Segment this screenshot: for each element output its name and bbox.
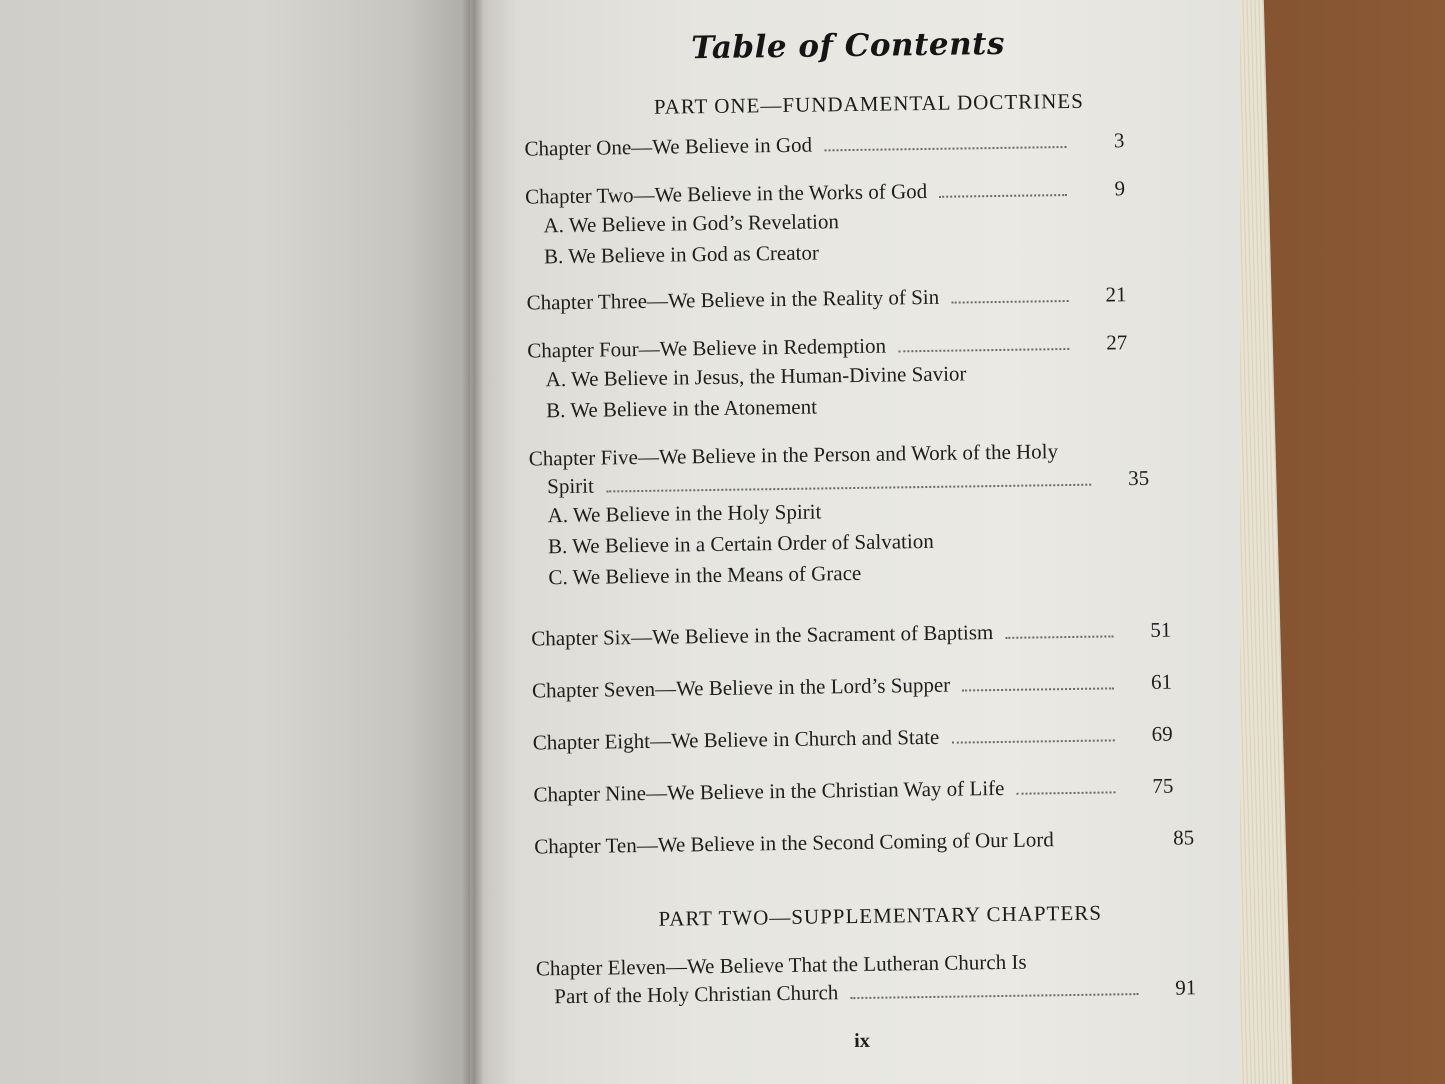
toc-entry-chapter-8 bbox=[533, 720, 1173, 757]
page-number: 21 bbox=[1105, 282, 1127, 307]
chapter-title: Chapter Two—We Believe in the Works of God bbox=[524, 178, 928, 209]
part-two-heading: PART TWO—SUPPLEMENTARY CHAPTERS bbox=[658, 900, 1103, 931]
page-number: 69 bbox=[1151, 721, 1173, 746]
dot-leader bbox=[850, 993, 1138, 999]
subsection: B. We Believe in a Certain Order of Salvation bbox=[547, 528, 934, 559]
dot-leader bbox=[939, 194, 1067, 198]
dot-leader bbox=[824, 146, 1066, 151]
chapter-title: Chapter One—We Believe in God bbox=[524, 132, 813, 161]
chapter-title: Chapter Seven—We Believe in the Lord’s Supper bbox=[531, 672, 951, 703]
page-number: 61 bbox=[1150, 669, 1173, 694]
subsection: C. We Believe in the Means of Grace bbox=[548, 560, 862, 590]
page-number: 51 bbox=[1150, 617, 1172, 642]
page-number: 27 bbox=[1106, 330, 1128, 355]
subsection: A. We Believe in Jesus, the Human-Divine Savior bbox=[545, 361, 967, 392]
dot-leader bbox=[1060, 843, 1148, 846]
page-folio: ix bbox=[854, 1029, 870, 1053]
chapter-title: Chapter Eleven—We Believe That the Lutheran Church Is bbox=[535, 949, 1027, 981]
chapter-title-continuation: Spirit bbox=[547, 473, 595, 499]
chapter-title: Chapter Three—We Believe in the Reality of Sin bbox=[526, 284, 940, 315]
chapter-title: Chapter Eight—We Believe in Church and State bbox=[532, 724, 940, 755]
right-page bbox=[470, 0, 1240, 1084]
dot-leader bbox=[951, 300, 1068, 304]
subsection: B. We Believe in God as Creator bbox=[543, 240, 820, 269]
part-one-heading: PART ONE—FUNDAMENTAL DOCTRINES bbox=[653, 88, 1085, 119]
toc-entry-chapter-9 bbox=[533, 772, 1173, 809]
toc-entry-chapter-5 bbox=[529, 436, 1151, 594]
dot-leader bbox=[606, 484, 1091, 493]
dot-leader bbox=[1005, 635, 1113, 639]
dot-leader bbox=[898, 348, 1069, 352]
toc-entry-chapter-4 bbox=[527, 328, 1128, 426]
subsection: A. We Believe in God’s Revelation bbox=[543, 209, 840, 238]
chapter-title: Chapter Four—We Believe in Redemption bbox=[527, 333, 887, 363]
left-blank-page bbox=[0, 0, 478, 1084]
toc-entry-chapter-2 bbox=[525, 174, 1126, 272]
page-number: 91 bbox=[1175, 975, 1197, 1000]
chapter-title: Chapter Nine—We Believe in the Christian Way of Life bbox=[533, 775, 1005, 807]
page-number: 75 bbox=[1152, 773, 1174, 798]
page-number: 9 bbox=[1114, 176, 1126, 201]
toc-entry-chapter-6 bbox=[531, 616, 1171, 653]
toc-title: Table of Contents bbox=[690, 25, 1006, 67]
chapter-title: Chapter Five—We Believe in the Person and Work of the Holy bbox=[528, 439, 1059, 471]
dot-leader bbox=[962, 687, 1114, 691]
subsection: B. We Believe in the Atonement bbox=[545, 394, 818, 423]
chapter-title: Chapter Ten—We Believe in the Second Coming of Our Lord bbox=[534, 827, 1054, 859]
toc-entry-chapter-3 bbox=[526, 280, 1126, 316]
chapter-title: Chapter Six—We Believe in the Sacrament of Baptism bbox=[531, 620, 994, 651]
book-gutter-shadow bbox=[462, 0, 484, 1084]
table-of-contents bbox=[462, 0, 1247, 1084]
page-number: 35 bbox=[1127, 465, 1150, 491]
toc-entry-chapter-10 bbox=[534, 823, 1194, 860]
page-number: 85 bbox=[1172, 825, 1195, 850]
toc-entry-chapter-7 bbox=[532, 668, 1172, 705]
toc-entry-chapter-11 bbox=[536, 945, 1197, 1010]
dot-leader bbox=[1016, 791, 1115, 794]
page-number: 3 bbox=[1113, 128, 1125, 153]
dot-leader bbox=[951, 739, 1114, 743]
subsection: A. We Believe in the Holy Spirit bbox=[547, 499, 822, 528]
toc-entry-chapter-1 bbox=[524, 126, 1124, 162]
chapter-title-continuation: Part of the Holy Christian Church bbox=[554, 980, 839, 1009]
